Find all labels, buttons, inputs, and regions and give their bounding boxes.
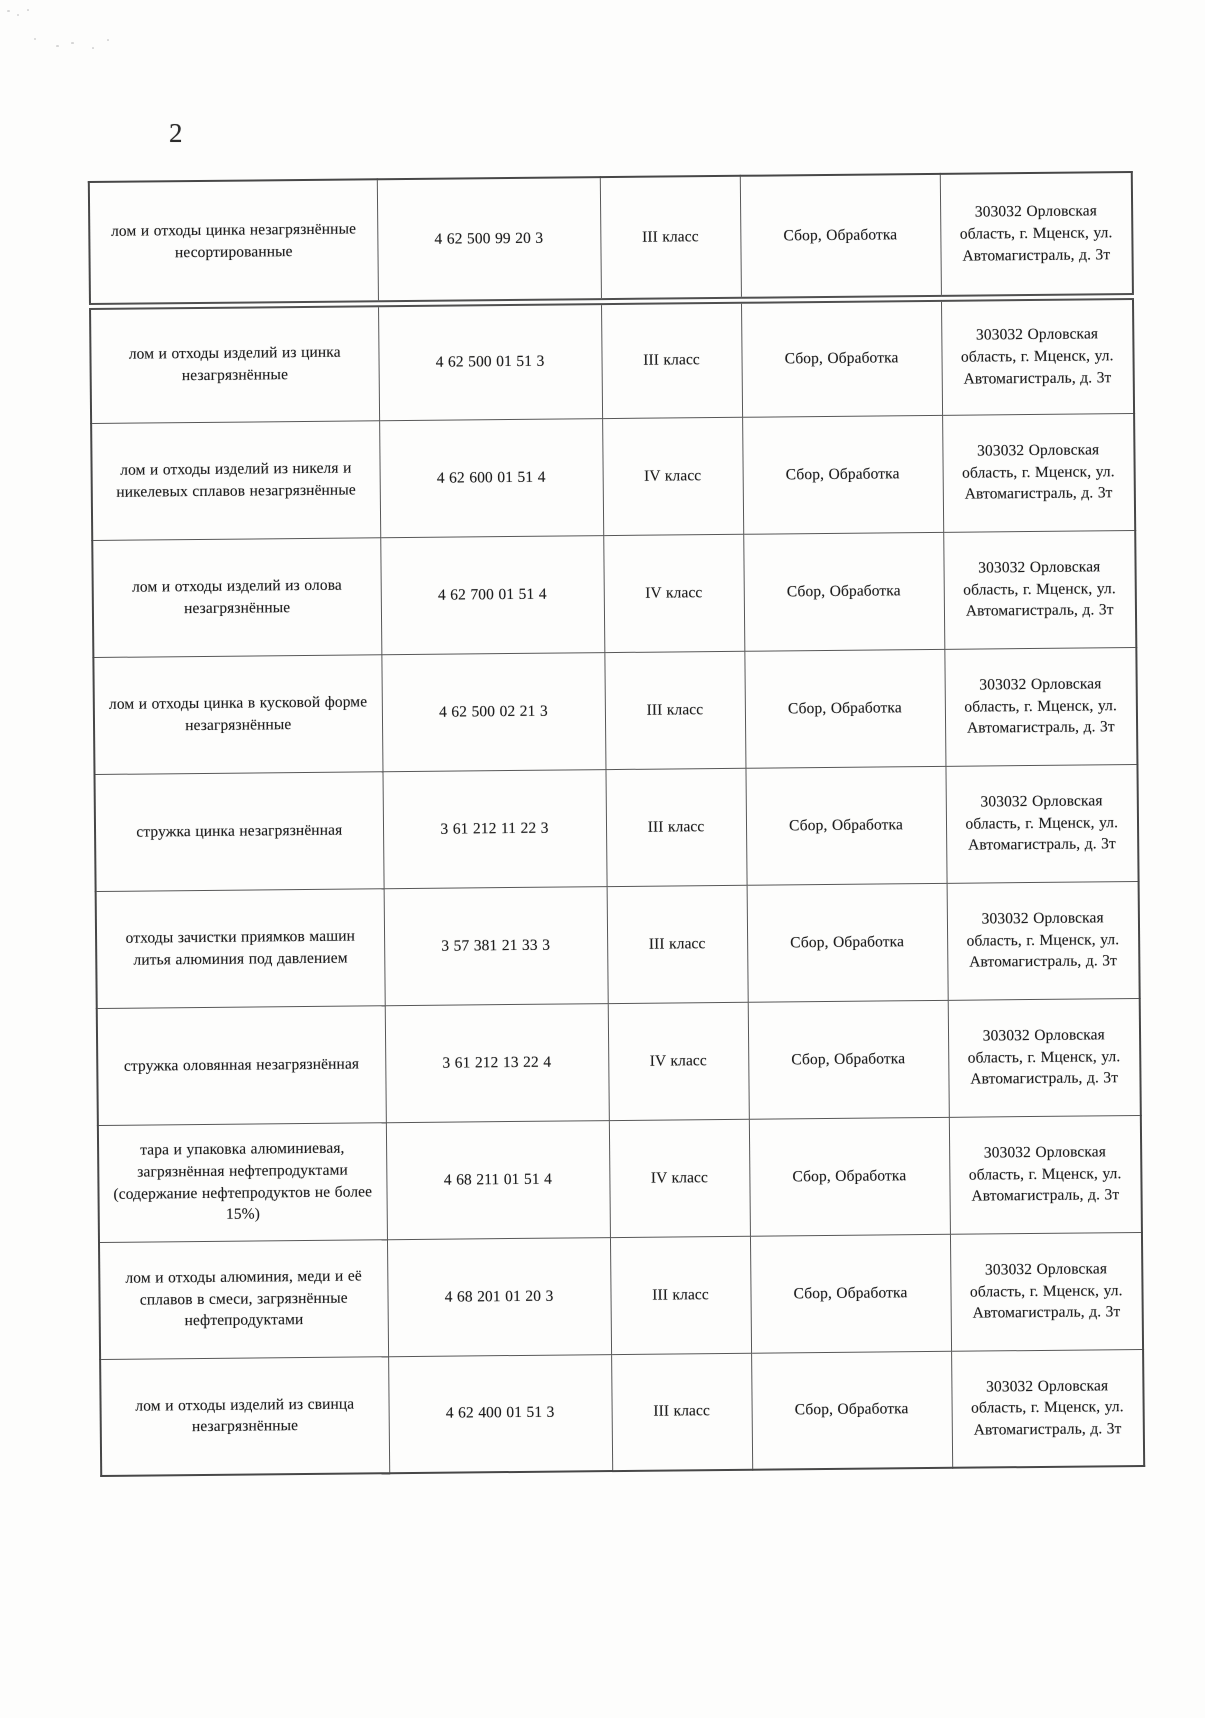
table-row bbox=[100, 1349, 1144, 1476]
page-number: 2 bbox=[169, 118, 183, 148]
table-row bbox=[90, 296, 1134, 423]
scan-artifact bbox=[92, 47, 94, 49]
table-row bbox=[98, 1115, 1142, 1242]
hazard-class-cell: III класс bbox=[601, 300, 742, 418]
hazard-class-cell: III класс bbox=[607, 885, 748, 1003]
waste-code-cell: 3 61 212 11 22 3 bbox=[382, 769, 606, 888]
activities-cell: Сбор, Обработка bbox=[750, 1234, 951, 1353]
waste-name-cell: лом и отходы изделий из никеля и никелевых сплавов незагрязнённые bbox=[91, 420, 380, 540]
waste-registry-table bbox=[88, 171, 1145, 1477]
hazard-class-cell: IV класс bbox=[608, 1002, 749, 1120]
table-row bbox=[89, 172, 1133, 306]
table-row bbox=[99, 1232, 1143, 1359]
scan-artifact bbox=[17, 14, 19, 16]
address-cell: 303032 Орловская область, г. Мценск, ул. Автомагистраль, д. 3т bbox=[941, 296, 1134, 415]
address-cell: 303032 Орловская область, г. Мценск, ул. Автомагистраль, д. 3т bbox=[945, 764, 1138, 883]
waste-code-cell: 4 62 400 01 51 3 bbox=[388, 1354, 612, 1473]
table-row bbox=[92, 530, 1136, 657]
address-cell: 303032 Орловская область, г. Мценск, ул. Автомагистраль, д. 3т bbox=[947, 881, 1140, 1000]
waste-name-cell: лом и отходы изделий из свинца незагрязнённые bbox=[100, 1356, 389, 1476]
activities-cell: Сбор, Обработка bbox=[751, 1351, 952, 1470]
hazard-class-cell: III класс bbox=[611, 1353, 752, 1471]
table-row bbox=[96, 881, 1140, 1008]
activities-cell: Сбор, Обработка bbox=[740, 174, 941, 300]
activities-cell: Сбор, Обработка bbox=[748, 1000, 949, 1119]
hazard-class-cell: IV класс bbox=[602, 417, 743, 535]
waste-name-cell: отходы зачистки приямков машин литья алюминия под давлением bbox=[96, 888, 385, 1008]
waste-name-cell: лом и отходы изделий из олова незагрязнённые bbox=[92, 537, 381, 657]
scan-artifact bbox=[27, 9, 29, 11]
activities-cell: Сбор, Обработка bbox=[745, 766, 946, 885]
scan-artifact bbox=[7, 10, 10, 12]
table-row bbox=[93, 647, 1137, 774]
waste-code-cell: 4 68 211 01 51 4 bbox=[386, 1120, 610, 1239]
activities-cell: Сбор, Обработка bbox=[743, 532, 944, 651]
waste-name-cell: лом и отходы цинка в кусковой форме незагрязнённые bbox=[93, 654, 382, 774]
address-cell: 303032 Орловская область, г. Мценск, ул. Автомагистраль, д. 3т bbox=[948, 998, 1141, 1117]
waste-name-cell: стружка цинка незагрязнённая bbox=[94, 771, 383, 891]
address-cell: 303032 Орловская область, г. Мценск, ул. Автомагистраль, д. 3т bbox=[940, 172, 1133, 298]
table-row bbox=[94, 764, 1138, 891]
waste-name-cell: стружка оловянная незагрязнённая bbox=[97, 1005, 386, 1125]
address-cell: 303032 Орловская область, г. Мценск, ул. Автомагистраль, д. 3т bbox=[943, 530, 1136, 649]
address-cell: 303032 Орловская область, г. Мценск, ул. Автомагистраль, д. 3т bbox=[944, 647, 1137, 766]
hazard-class-cell: IV класс bbox=[603, 534, 744, 652]
address-cell: 303032 Орловская область, г. Мценск, ул. Автомагистраль, д. 3т bbox=[950, 1232, 1143, 1351]
address-cell: 303032 Орловская область, г. Мценск, ул. Автомагистраль, д. 3т bbox=[951, 1349, 1144, 1468]
waste-code-cell: 4 62 700 01 51 4 bbox=[380, 535, 604, 654]
address-cell: 303032 Орловская область, г. Мценск, ул. Автомагистраль, д. 3т bbox=[942, 413, 1135, 532]
waste-name-cell: лом и отходы изделий из цинка незагрязнённые bbox=[90, 303, 379, 423]
waste-name-cell: лом и отходы алюминия, меди и её сплавов в смеси, загрязнённые нефтепродуктами bbox=[99, 1239, 388, 1359]
waste-name-cell: лом и отходы цинка незагрязнённые несортированные bbox=[89, 179, 378, 306]
scan-artifact bbox=[71, 42, 74, 44]
hazard-class-cell: III класс bbox=[605, 768, 746, 886]
activities-cell: Сбор, Обработка bbox=[741, 298, 942, 417]
waste-code-cell: 4 68 201 01 20 3 bbox=[387, 1237, 611, 1356]
table-row bbox=[91, 413, 1135, 540]
hazard-class-cell: IV класс bbox=[609, 1119, 750, 1237]
hazard-class-cell: III класс bbox=[610, 1236, 751, 1354]
activities-cell: Сбор, Обработка bbox=[744, 649, 945, 768]
waste-code-cell: 3 57 381 21 33 3 bbox=[384, 886, 608, 1005]
address-cell: 303032 Орловская область, г. Мценск, ул. Автомагистраль, д. 3т bbox=[949, 1115, 1142, 1234]
waste-code-cell: 4 62 600 01 51 4 bbox=[379, 418, 603, 537]
scan-artifact bbox=[107, 39, 109, 41]
hazard-class-cell: III класс bbox=[600, 176, 741, 301]
waste-name-cell: тара и упаковка алюминиевая, загрязнённая нефтепродуктами (содержание нефтепродуктов не более 15%) bbox=[98, 1122, 387, 1242]
scan-artifact bbox=[34, 38, 36, 40]
activities-cell: Сбор, Обработка bbox=[747, 883, 948, 1002]
activities-cell: Сбор, Обработка bbox=[749, 1117, 950, 1236]
activities-cell: Сбор, Обработка bbox=[742, 415, 943, 534]
scan-artifact bbox=[56, 45, 59, 47]
hazard-class-cell: III класс bbox=[604, 651, 745, 769]
table-row bbox=[97, 998, 1141, 1125]
waste-code-cell: 4 62 500 01 51 3 bbox=[378, 301, 602, 420]
waste-code-cell: 4 62 500 02 21 3 bbox=[381, 652, 605, 771]
waste-code-cell: 3 61 212 13 22 4 bbox=[385, 1003, 609, 1122]
waste-code-cell: 4 62 500 99 20 3 bbox=[377, 177, 601, 303]
